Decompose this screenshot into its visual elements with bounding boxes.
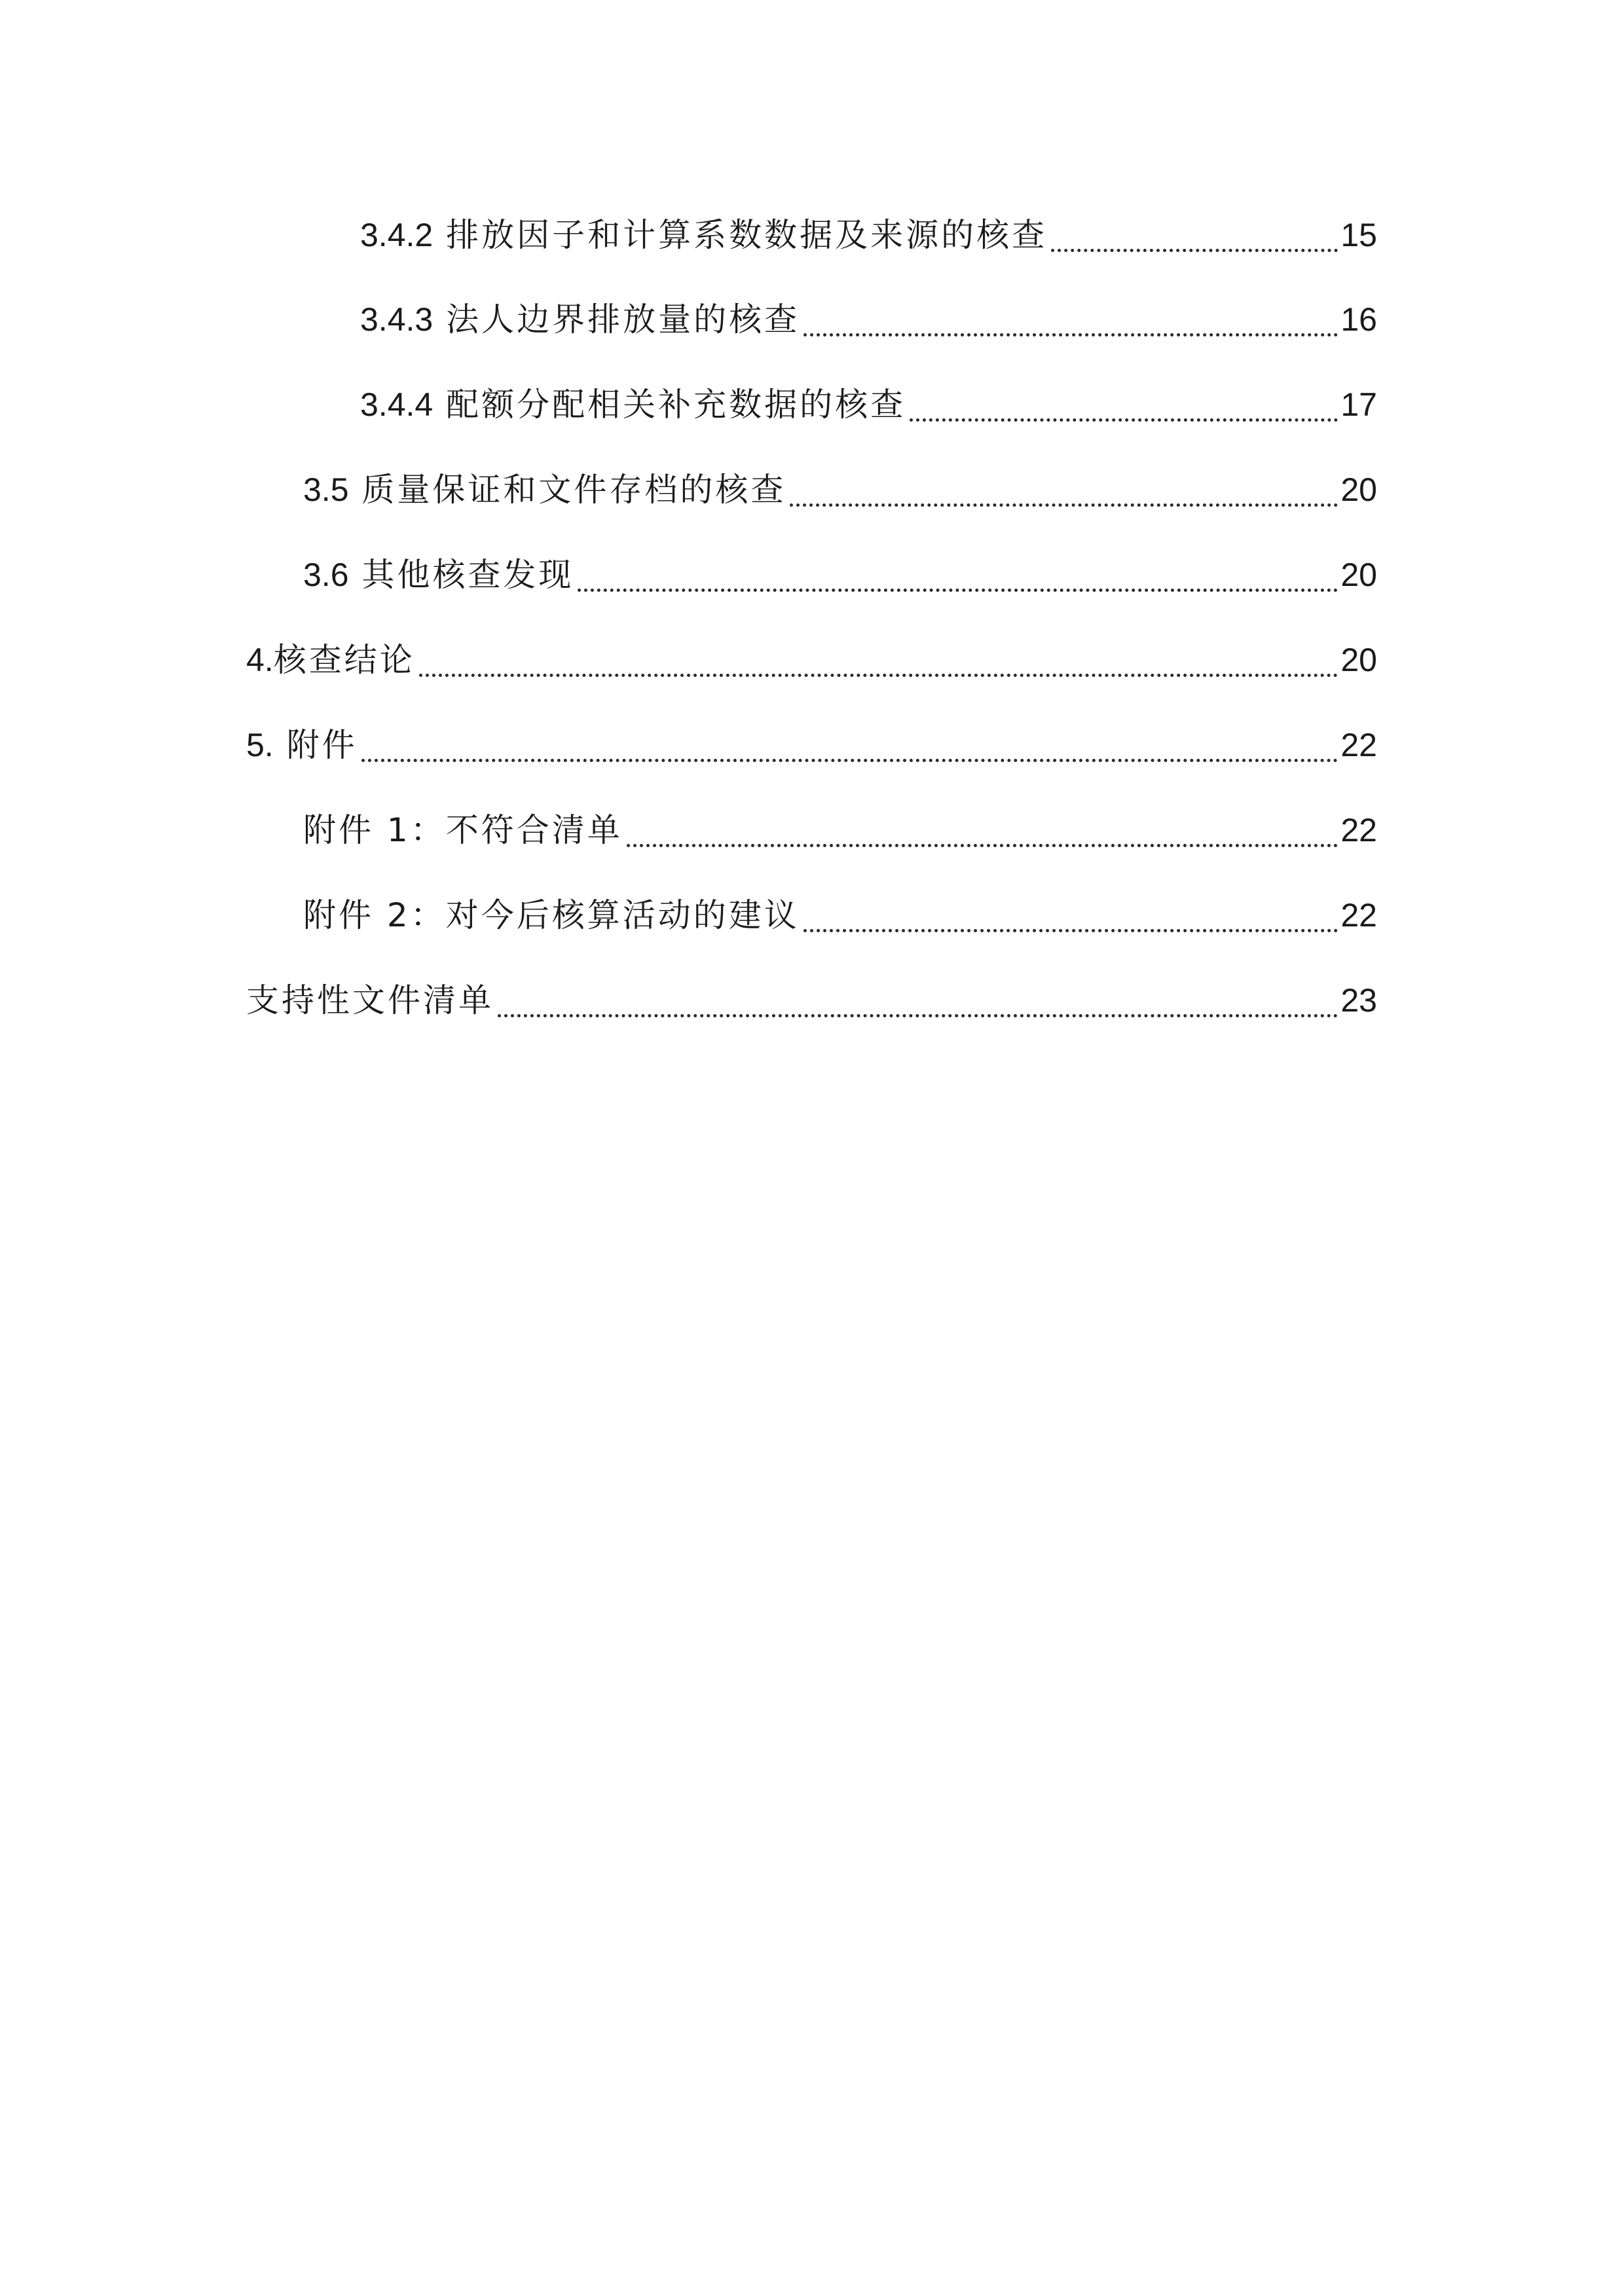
- toc-page-number: 16: [1340, 301, 1377, 338]
- toc-dot-leader: [910, 418, 1338, 422]
- toc-entry-3-4-3[interactable]: [360, 299, 1377, 351]
- toc-dot-leader: [498, 1014, 1338, 1017]
- toc-entry-label: 4.核查结论: [246, 641, 415, 679]
- toc-entry-label: 附件 2：对今后核算活动的建议: [303, 896, 800, 934]
- toc-page-number: 23: [1340, 982, 1377, 1019]
- toc-page-number: 20: [1340, 642, 1377, 678]
- toc-entry-label: 支持性文件清单: [246, 981, 494, 1019]
- toc-entry-5[interactable]: [246, 724, 1377, 776]
- toc-entry-label: 3.4.3 法人边界排放量的核查: [360, 301, 800, 338]
- toc-entry-label: 3.6 其他核查发现: [303, 556, 574, 594]
- toc-dot-leader: [803, 333, 1338, 337]
- toc-page-number: 22: [1340, 897, 1377, 934]
- toc-dot-leader: [1051, 249, 1338, 252]
- toc-entry-4[interactable]: [246, 639, 1377, 691]
- toc-dot-leader: [578, 589, 1338, 592]
- toc-entry-3-4-4[interactable]: [360, 384, 1377, 436]
- toc-entry-label: 3.5 质量保证和文件存档的核查: [303, 471, 786, 509]
- toc-entry-label: 3.4.2 排放因子和计算系数数据及来源的核查: [360, 216, 1048, 254]
- toc-dot-leader: [627, 844, 1338, 847]
- toc-entry-3-6[interactable]: [303, 554, 1377, 606]
- toc-page-number: 22: [1340, 812, 1377, 848]
- toc-entry-label: 5. 附件: [246, 726, 358, 764]
- toc-dot-leader: [803, 929, 1338, 932]
- toc-dot-leader: [419, 674, 1338, 677]
- toc-entry-3-4-2[interactable]: [360, 214, 1377, 266]
- toc-entry-label: 附件 1：不符合清单: [303, 811, 623, 849]
- toc-page-number: 20: [1340, 556, 1377, 593]
- toc-page-number: 22: [1340, 727, 1377, 763]
- toc-entry-appendix-1[interactable]: [303, 809, 1377, 862]
- toc-dot-leader: [790, 503, 1338, 507]
- toc-entry-appendix-2[interactable]: [303, 894, 1377, 947]
- toc-entry-3-5[interactable]: [303, 469, 1377, 521]
- toc-page-number: 17: [1340, 386, 1377, 423]
- toc-page-number: 15: [1340, 217, 1377, 253]
- toc-entry-supporting-documents[interactable]: [246, 979, 1377, 1032]
- toc-entry-label: 3.4.4 配额分配相关补充数据的核查: [360, 386, 906, 424]
- toc-dot-leader: [361, 759, 1338, 762]
- toc-page-number: 20: [1340, 471, 1377, 508]
